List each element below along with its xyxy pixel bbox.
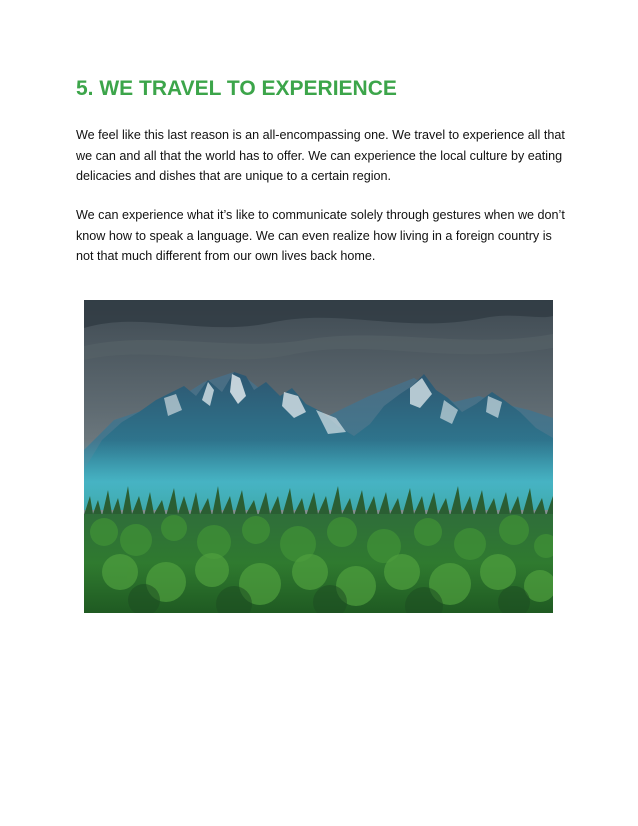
- paragraph-line: delicacies and dishes that are unique to a certain region.: [76, 169, 392, 183]
- paragraph-line: We feel like this last reason is an all-encompassing one. We travel to experience all that: [76, 128, 565, 142]
- body-paragraph-2: [76, 205, 576, 267]
- paragraph-line: We can experience what it’s like to communicate solely through gestures when we don’t: [76, 208, 565, 222]
- paragraph-line: we can and all that the world has to offer. We can experience the local culture by eating: [76, 148, 563, 163]
- body-paragraph-1: [76, 125, 576, 187]
- paragraph-line: not that much different from our own lives back home.: [76, 249, 376, 263]
- paragraph-line: know how to speak a language. We can even realize how living in a foreign country is: [76, 228, 552, 243]
- mountain-landscape-photo: [84, 300, 553, 613]
- section-heading: 5. WE TRAVEL TO EXPERIENCE: [76, 77, 397, 100]
